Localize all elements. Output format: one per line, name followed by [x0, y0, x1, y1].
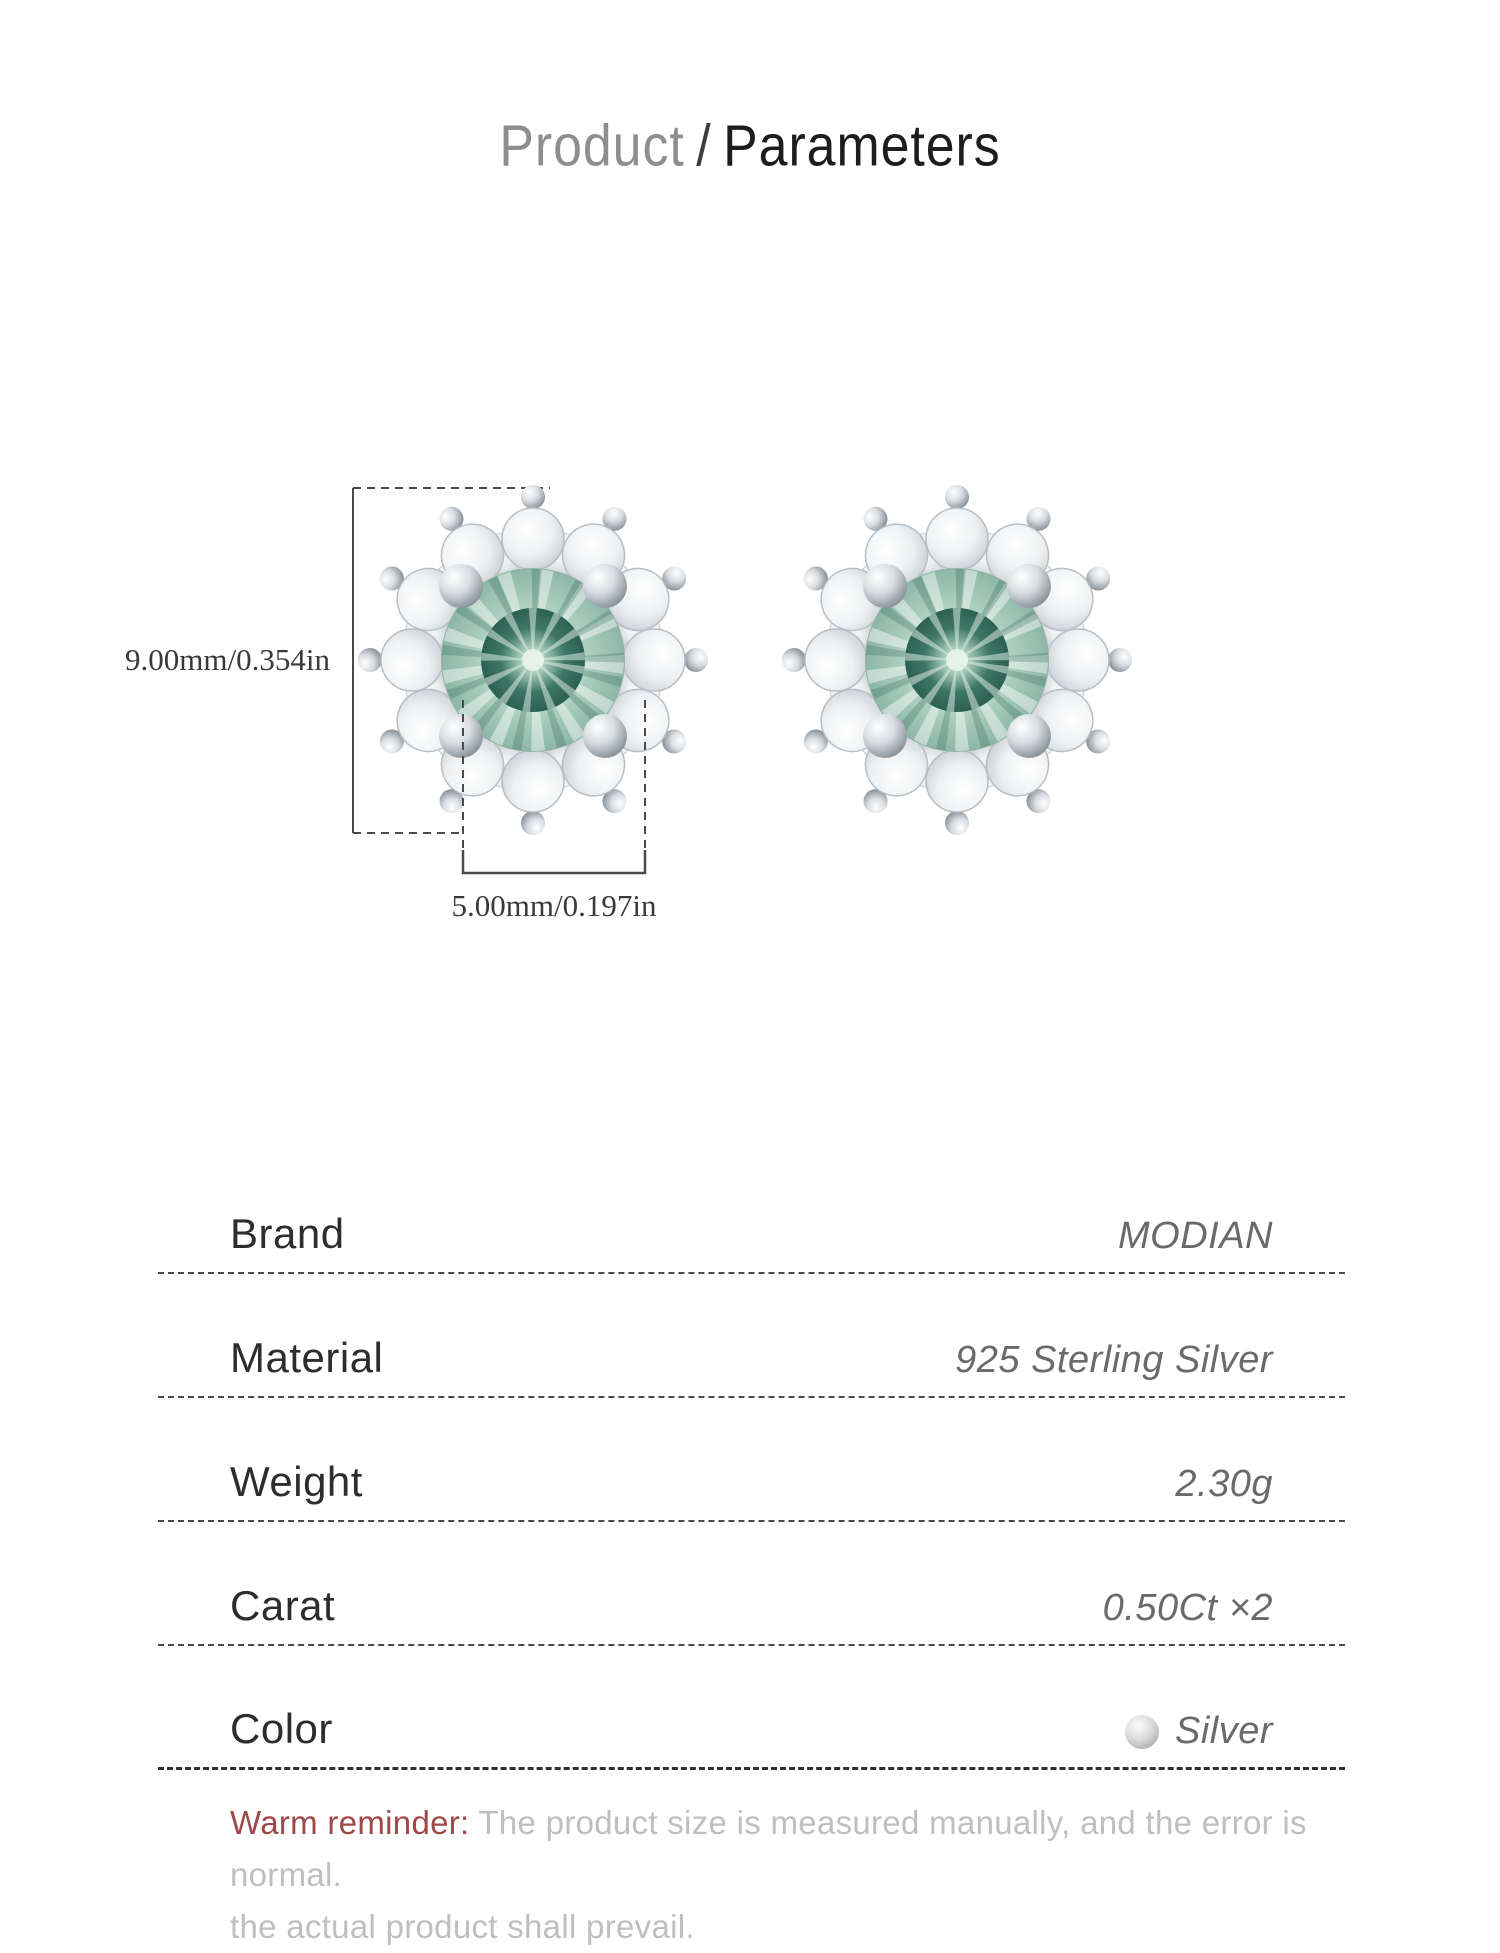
param-label-color: Color — [230, 1705, 333, 1752]
param-value-carat: 0.50Ct ×2 — [1102, 1587, 1273, 1629]
parameters-table — [158, 1150, 1345, 1770]
param-row-color — [158, 1646, 1345, 1770]
left-earring — [358, 485, 708, 835]
param-value-brand: MODIAN — [1118, 1215, 1273, 1257]
warm-reminder-label: Warm reminder: — [230, 1804, 470, 1841]
page-title — [30, 114, 1470, 179]
param-label-weight: Weight — [230, 1458, 363, 1505]
title-parameters: Parameters — [723, 113, 1001, 179]
warm-reminder-text2: the actual product shall prevail. — [230, 1908, 695, 1945]
warm-reminder — [230, 1797, 1380, 1953]
width-dimension-label: 5.00mm/0.197in — [451, 888, 657, 923]
param-label-carat: Carat — [230, 1582, 336, 1629]
title-product: Product — [499, 113, 685, 179]
param-value-color — [1125, 1710, 1273, 1753]
earrings-product-image — [0, 380, 1500, 980]
right-earring — [782, 485, 1132, 835]
height-dimension-label: 9.00mm/0.354in — [125, 642, 330, 677]
param-value-weight: 2.30g — [1175, 1463, 1273, 1505]
warm-reminder-line1 — [230, 1797, 1380, 1901]
param-row-weight — [158, 1398, 1345, 1522]
param-row-carat — [158, 1522, 1345, 1646]
param-row-brand — [158, 1150, 1345, 1274]
title-slash: / — [696, 113, 712, 179]
silver-swatch-icon — [1125, 1715, 1159, 1749]
param-value-material: 925 Sterling Silver — [955, 1339, 1273, 1381]
param-label-material: Material — [230, 1334, 384, 1381]
param-row-material — [158, 1274, 1345, 1398]
warm-reminder-text1: The product size is measured manually, and the error is normal. — [230, 1804, 1307, 1893]
param-label-brand: Brand — [230, 1210, 345, 1257]
param-value-color-text: Silver — [1174, 1710, 1273, 1752]
